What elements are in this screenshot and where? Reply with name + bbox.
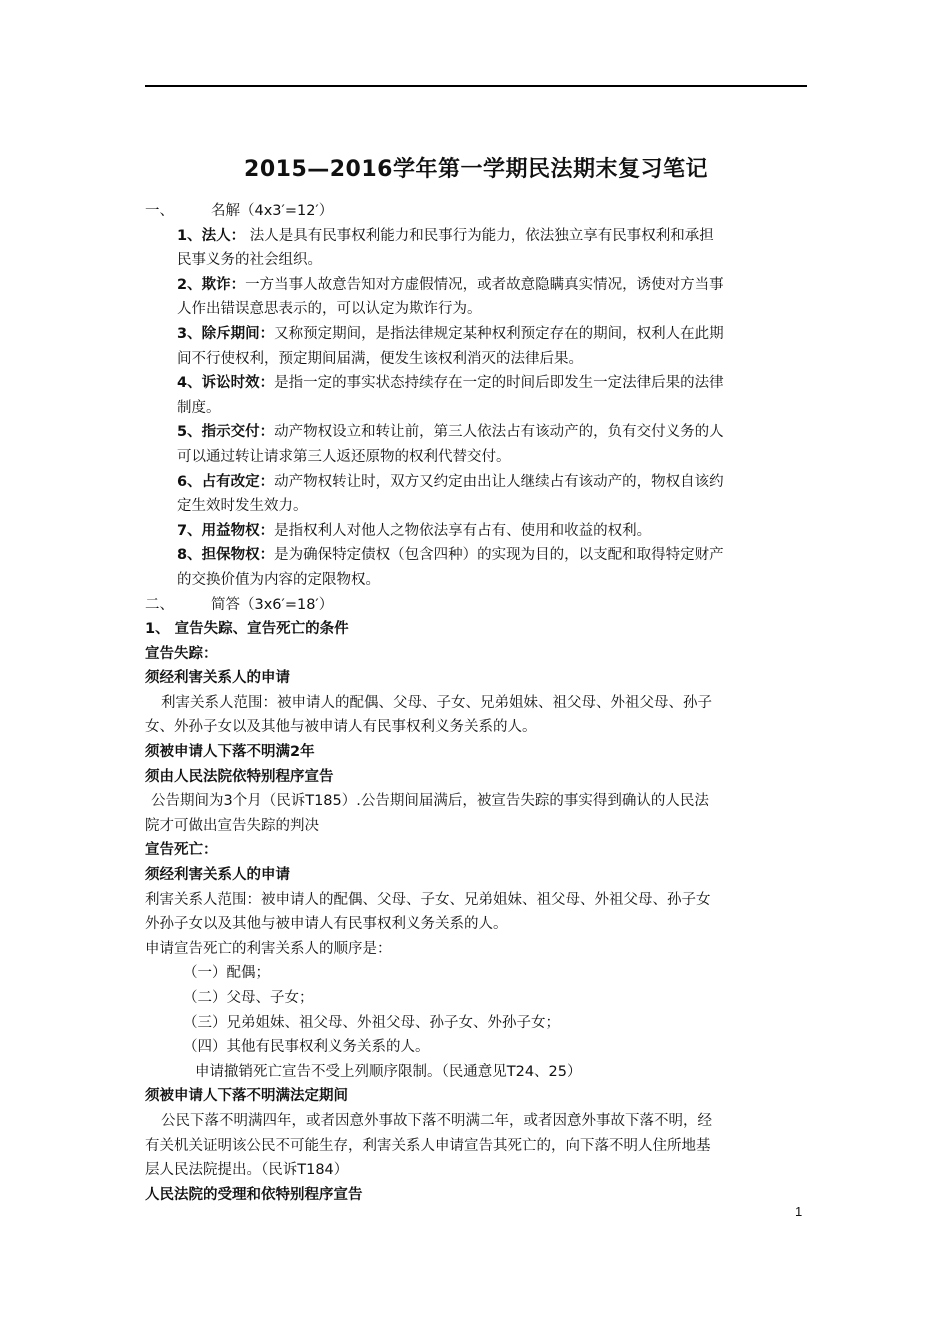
paragraph-line: 公民下落不明满四年，或者因意外事故下落不明满二年，或者因意外事故下落不明，经 — [161, 1112, 712, 1129]
condition-heading: 须经利害关系人的申请 — [145, 867, 290, 884]
order-list-item: （二）父母、子女； — [183, 990, 314, 1006]
paragraph-line: 利害关系人范围：被申请人的配偶、父母、子女、兄弟姐妹、祖父母、外祖父母、孙子 — [161, 694, 712, 711]
condition-heading: 须经利害关系人的申请 — [145, 670, 290, 687]
definition-item — [145, 519, 807, 544]
paragraph-line: 利害关系人范围：被申请人的配偶、父母、子女、兄弟姐妹、祖父母、外祖父母、孙子女 — [145, 891, 711, 908]
term-definition: 是指一定的事实状态持续存在一定的时间后即发生一定法律后果的法律 — [274, 375, 724, 392]
term-definition: 动产物权转让时，双方又约定由出让人继续占有该动产的，物权自该约 — [274, 473, 724, 490]
definition-item — [145, 543, 807, 592]
order-list-item: （三）兄弟姐妹、祖父母、外祖父母、孙子女、外孙子女； — [183, 1014, 560, 1031]
term-definition: 又称预定期间，是指法律规定某种权利预定存在的期间，权利人在此期 — [274, 325, 724, 342]
subheading-missing: 宣告失踪： — [145, 645, 218, 662]
header-rule — [145, 85, 807, 87]
term-definition-cont: 的交换价值为内容的定限物权。 — [177, 571, 380, 588]
paragraph-line: 申请宣告死亡的利害关系人的顺序是： — [145, 940, 392, 957]
section-number: 一、 — [145, 203, 174, 219]
section-number: 二、 — [145, 596, 174, 613]
condition-heading: 人民法院的受理和依特别程序宣告 — [145, 1186, 363, 1203]
paragraph-line: 层人民法院提出。（民诉T184） — [145, 1162, 349, 1179]
document-title: 2015—2016学年第一学期民法期末复习笔记 — [244, 157, 708, 182]
term-definition: 法人是具有民事权利能力和民事行为能力，依法独立享有民事权利和承担 — [245, 227, 714, 244]
term-definition: 是指权利人对他人之物依法享有占有、使用和收益的权利。 — [274, 522, 652, 539]
term-definition-cont: 可以通过转让请求第三人返还原物的权利代替交付。 — [177, 448, 511, 465]
paragraph-line: 院才可做出宣告失踪的判决 — [145, 817, 319, 834]
order-list-item: （一）配偶； — [183, 965, 270, 982]
definition-item — [145, 224, 807, 273]
subheading-death: 宣告死亡： — [145, 842, 218, 859]
term-definition-cont: 民事义务的社会组织。 — [177, 252, 322, 269]
document-body — [145, 199, 807, 1207]
order-list-item: （四）其他有民事权利义务关系的人。 — [183, 1039, 430, 1056]
question-heading: 1、 宣告失踪、宣告死亡的条件 — [145, 621, 349, 638]
section-label: 简答（3x6′=18′） — [211, 596, 334, 613]
term-definition-cont: 制度。 — [177, 399, 221, 416]
definition-item — [145, 322, 807, 371]
term-definition: 是为确保特定债权（包含四种）的实现为目的，以支配和取得特定财产 — [274, 547, 724, 564]
definition-item — [145, 371, 807, 420]
term-label: 4、诉讼时效： — [177, 375, 275, 392]
order-note: 申请撤销死亡宣告不受上列顺序限制。（民通意见T24、25） — [195, 1063, 582, 1080]
section-2-heading — [145, 593, 807, 618]
paragraph-line: 外孙子女以及其他与被申请人有民事权利义务关系的人。 — [145, 916, 508, 933]
term-definition: 动产物权设立和转让前，第三人依法占有该动产的，负有交付义务的人 — [274, 424, 724, 441]
term-definition-cont: 人作出错误意思表示的，可以认定为欺诈行为。 — [177, 301, 482, 318]
term-label: 7、用益物权： — [177, 522, 275, 539]
term-label: 8、担保物权： — [177, 547, 275, 564]
term-definition-cont: 定生效时发生效力。 — [177, 498, 308, 515]
page-number: 1 — [795, 1204, 803, 1219]
term-label: 2、欺诈： — [177, 276, 246, 293]
condition-heading: 须由人民法院依特别程序宣告 — [145, 768, 334, 785]
term-label: 3、除斥期间： — [177, 325, 275, 342]
condition-heading: 须被申请人下落不明满法定期间 — [145, 1088, 348, 1105]
definition-item — [145, 470, 807, 519]
section-1-heading — [145, 199, 807, 224]
section-label: 名解（4x3′=12′） — [211, 203, 334, 219]
definition-item — [145, 420, 807, 469]
term-definition-cont: 间不行使权利，预定期间届满，便发生该权利消灭的法律后果。 — [177, 350, 583, 367]
definition-item — [145, 273, 807, 322]
term-definition: 一方当事人故意告知对方虚假情况，或者故意隐瞒真实情况，诱使对方当事 — [245, 276, 724, 293]
paragraph-line: 有关机关证明该公民不可能生存，利害关系人申请宣告其死亡的，向下落不明人住所地基 — [145, 1137, 711, 1154]
term-label: 1、法人： — [177, 227, 246, 244]
term-label: 5、指示交付： — [177, 424, 275, 441]
term-label: 6、占有改定： — [177, 473, 275, 490]
paragraph-line: 公告期间为3个月（民诉T185）.公告期间届满后，被宣告失踪的事实得到确认的人民法 — [151, 793, 709, 810]
condition-heading: 须被申请人下落不明满2年 — [145, 744, 315, 761]
paragraph-line: 女、外孙子女以及其他与被申请人有民事权利义务关系的人。 — [145, 719, 537, 736]
